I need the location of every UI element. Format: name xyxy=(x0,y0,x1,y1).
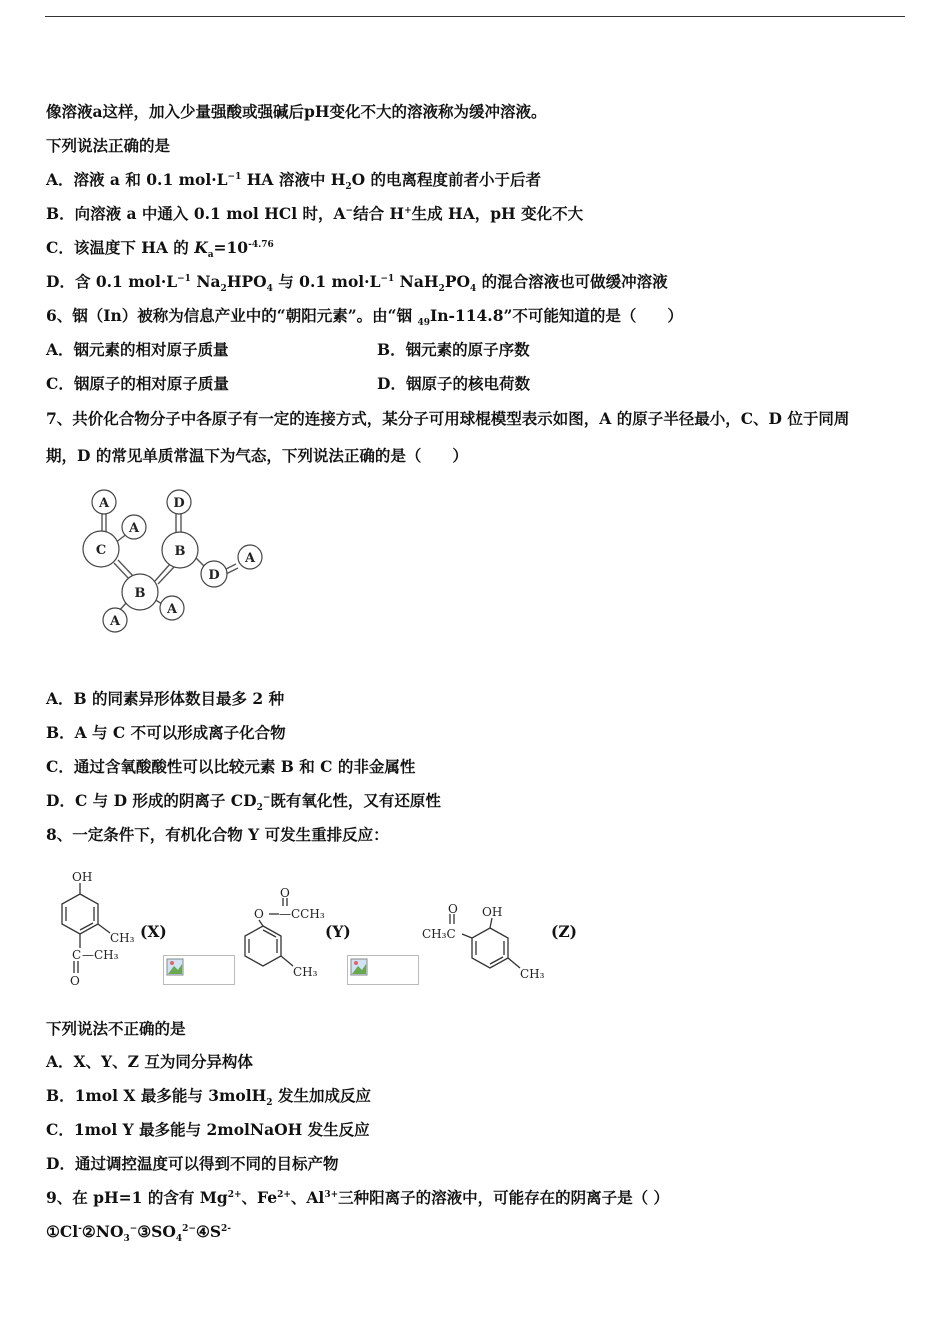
atom-label: C xyxy=(95,543,107,558)
atom-label: A xyxy=(244,551,256,566)
q8-stem2: 下列说法不正确的是 xyxy=(46,1019,186,1038)
y-o-ester-label: O xyxy=(254,907,264,921)
x-ch3-label-2: —CH₃ xyxy=(82,948,119,962)
q8-option-d: D．通过调控温度可以得到不同的目标产物 xyxy=(46,1154,339,1173)
header-rule xyxy=(45,16,905,17)
q6-options-row1 xyxy=(46,339,229,361)
atom-label: D xyxy=(208,568,220,583)
atom-label: A xyxy=(98,496,110,511)
x-c-label: C xyxy=(72,948,82,962)
atom-label: A xyxy=(166,602,178,617)
label-x: (X) xyxy=(140,922,167,941)
atom-label: D xyxy=(173,496,185,511)
atom-label: B xyxy=(174,544,186,559)
q8-option-a: A．X、Y、Z 互为同分异构体 xyxy=(46,1052,253,1071)
q7-option-a: A．B 的同素异形体数目最多 2 种 xyxy=(46,689,285,708)
q5-option-c: C．该温度下 HA 的 $K_a=10^{-4.76}$ xyxy=(46,238,274,261)
x-oh-label: OH xyxy=(72,870,93,884)
q8-stem: 8、一定条件下，有机化合物 Y 可发生重排反应： xyxy=(46,825,389,844)
q6-stem: 6、铟（In）被称为信息产业中的“朝阳元素”。由“铟 $_{49}$In-114.8”不可能知道的是（ ） xyxy=(46,306,683,329)
broken-image-icon xyxy=(350,958,368,976)
broken-image-1 xyxy=(163,955,235,985)
intro-text: 像溶液a这样，加入少量强酸或强碱后pH变化不大的溶液称为缓冲溶液。 xyxy=(46,102,547,121)
label-z: (Z) xyxy=(551,922,577,941)
structure-x xyxy=(50,868,140,990)
structure-y xyxy=(235,884,325,984)
q7-option-b: B．A 与 C 不可以形成离子化合物 xyxy=(46,723,286,742)
q8-option-c: C．1mol Y 最多能与 2molNaOH 发生反应 xyxy=(46,1120,370,1139)
atom-label: B xyxy=(134,586,146,601)
q5-option-d: D．含 0.1 $mol\cdot L^{-1}$ $Na_2HPO_4$ 与 0.1 $mol\cdot L^{-1}$ $NaH_2PO_4$ 的混合溶液也可做缓冲溶液 xyxy=(46,272,668,295)
q5-option-b: B．向溶液 a 中通入 0.1 mol HCl 时，A−结合 H+生成 HA，pH 变化不大 xyxy=(46,204,584,223)
q7-stem-line1: 7、共价化合物分子中各原子有一定的连接方式，某分子可用球棍模型表示如图，A 的原子半径最小，C、D 位于同周 xyxy=(46,409,850,428)
ball-stick-model xyxy=(78,485,278,640)
z-o-label: O xyxy=(448,902,458,916)
z-acetyl-label: CH₃C xyxy=(422,927,456,941)
q9-options: $①Cl^-②NO_3^-③SO_4^{2-}④S^{2-}$ xyxy=(46,1222,232,1245)
q9-stem: 9、在 pH=1 的含有 $Mg^{2+}$、$Fe^{2+}$、$Al^{3+}$三种阳离子的溶液中，可能存在的阴离子是（ ） xyxy=(46,1188,670,1207)
label-y: (Y) xyxy=(325,922,351,941)
y-acetyl-label: —CCH₃ xyxy=(279,907,325,921)
q7-stem-line2: 期，D 的常见单质常温下为气态，下列说法正确的是（ ） xyxy=(46,446,468,465)
q6-option-a: A．铟元素的相对原子质量 xyxy=(46,340,229,359)
y-ch3-label: CH₃ xyxy=(293,965,318,979)
z-ch3-label: CH₃ xyxy=(520,967,545,981)
broken-image-2 xyxy=(347,955,419,985)
q5-option-a: A．溶液 a 和 0.1 $mol\cdot L^{-1}$ HA 溶液中 $H_2O$ 的电离程度前者小于后者 xyxy=(46,170,542,193)
broken-image-icon xyxy=(166,958,184,976)
z-oh-label: OH xyxy=(482,905,503,919)
q6-option-b: B．铟元素的原子序数 xyxy=(377,340,530,359)
x-o-label: O xyxy=(70,974,80,988)
q8-option-b: B．1mol X 最多能与 3molH$_2$ 发生加成反应 xyxy=(46,1086,371,1109)
q6-option-c: C．铟原子的相对原子质量 xyxy=(46,374,229,393)
q5-stem: 下列说法正确的是 xyxy=(46,136,171,155)
structure-z xyxy=(420,902,550,992)
atom-label: A xyxy=(109,614,121,629)
y-o-label: O xyxy=(280,886,290,900)
x-ch3-label: CH₃ xyxy=(110,931,135,945)
q6-option-d: D．铟原子的核电荷数 xyxy=(377,374,530,393)
q7-option-d: D．C 与 D 形成的阴离子 $CD_2^-$既有氧化性，又有还原性 xyxy=(46,791,441,814)
atom-label: A xyxy=(128,521,140,536)
q7-option-c: C．通过含氧酸酸性可以比较元素 B 和 C 的非金属性 xyxy=(46,757,416,776)
